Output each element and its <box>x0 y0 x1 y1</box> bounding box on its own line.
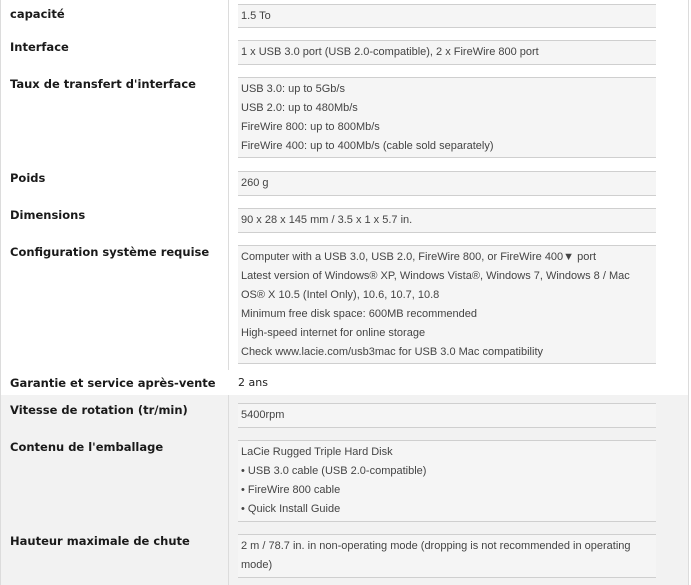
value-line: Check www.lacie.com/usb3mac for USB 3.0 Mac compatibility <box>241 346 543 358</box>
spec-value-warranty: 2 ans <box>238 376 268 389</box>
value-line: USB 2.0: up to 480Mb/s <box>241 102 358 114</box>
spec-label-interface: Interface <box>10 40 69 54</box>
value-line: 1 x USB 3.0 port (USB 2.0-compatible), 2 x FireWire 800 port <box>241 46 539 58</box>
value-line: 260 g <box>241 177 269 189</box>
value-line: mode) <box>241 559 273 571</box>
value-line: • USB 3.0 cable (USB 2.0-compatible) <box>241 465 427 477</box>
value-line: • Quick Install Guide <box>241 503 341 515</box>
column-divider-lower <box>228 395 229 585</box>
spec-label-weight: Poids <box>10 171 46 185</box>
spec-value-transfer-rate <box>238 77 656 158</box>
spec-value-dimensions <box>238 208 656 233</box>
spec-label-capacity: capacité <box>10 7 65 21</box>
value-line: High-speed internet for online storage <box>241 327 426 339</box>
value-line: 90 x 28 x 145 mm / 3.5 x 1 x 5.7 in. <box>241 214 413 226</box>
spec-label-warranty: Garantie et service après-vente <box>10 376 216 390</box>
value-line: FireWire 400: up to 400Mb/s (cable sold separately) <box>241 140 494 152</box>
value-line: 2 m / 78.7 in. in non-operating mode (dropping is not recommended in operating <box>241 540 631 552</box>
value-line: • FireWire 800 cable <box>241 484 341 496</box>
value-line: 5400rpm <box>241 409 285 421</box>
spec-label-dimensions: Dimensions <box>10 208 86 222</box>
spec-label-rotation-speed: Vitesse de rotation (tr/min) <box>10 403 188 417</box>
spec-value-interface <box>238 40 656 65</box>
spec-value-rotation-speed <box>238 403 656 428</box>
spec-label-package-contents: Contenu de l'emballage <box>10 440 164 454</box>
spec-label-drop-height: Hauteur maximale de chute <box>10 534 190 548</box>
value-line: Latest version of Windows® XP, Windows Vista®, Windows 7, Windows 8 / Mac <box>241 270 630 282</box>
column-divider <box>228 0 229 370</box>
value-line: 1.5 To <box>241 10 271 22</box>
spec-value-weight <box>238 171 656 196</box>
spec-value-drop-height <box>238 534 656 578</box>
value-line: Computer with a USB 3.0, USB 2.0, FireWire 800, or FireWire 400▼ port <box>241 251 597 263</box>
spec-value-system-requirements <box>238 245 656 364</box>
spec-label-system-requirements: Configuration système requise <box>10 245 210 259</box>
value-line: LaCie Rugged Triple Hard Disk <box>241 446 393 458</box>
spec-label-transfer-rate: Taux de transfert d'interface <box>10 77 196 91</box>
value-line: FireWire 800: up to 800Mb/s <box>241 121 380 133</box>
value-line: USB 3.0: up to 5Gb/s <box>241 83 345 95</box>
value-line: OS® X 10.5 (Intel Only), 10.6, 10.7, 10.8 <box>241 289 440 301</box>
spec-value-package-contents <box>238 440 656 522</box>
value-line: Minimum free disk space: 600MB recommended <box>241 308 477 320</box>
spec-value-capacity <box>238 4 656 28</box>
